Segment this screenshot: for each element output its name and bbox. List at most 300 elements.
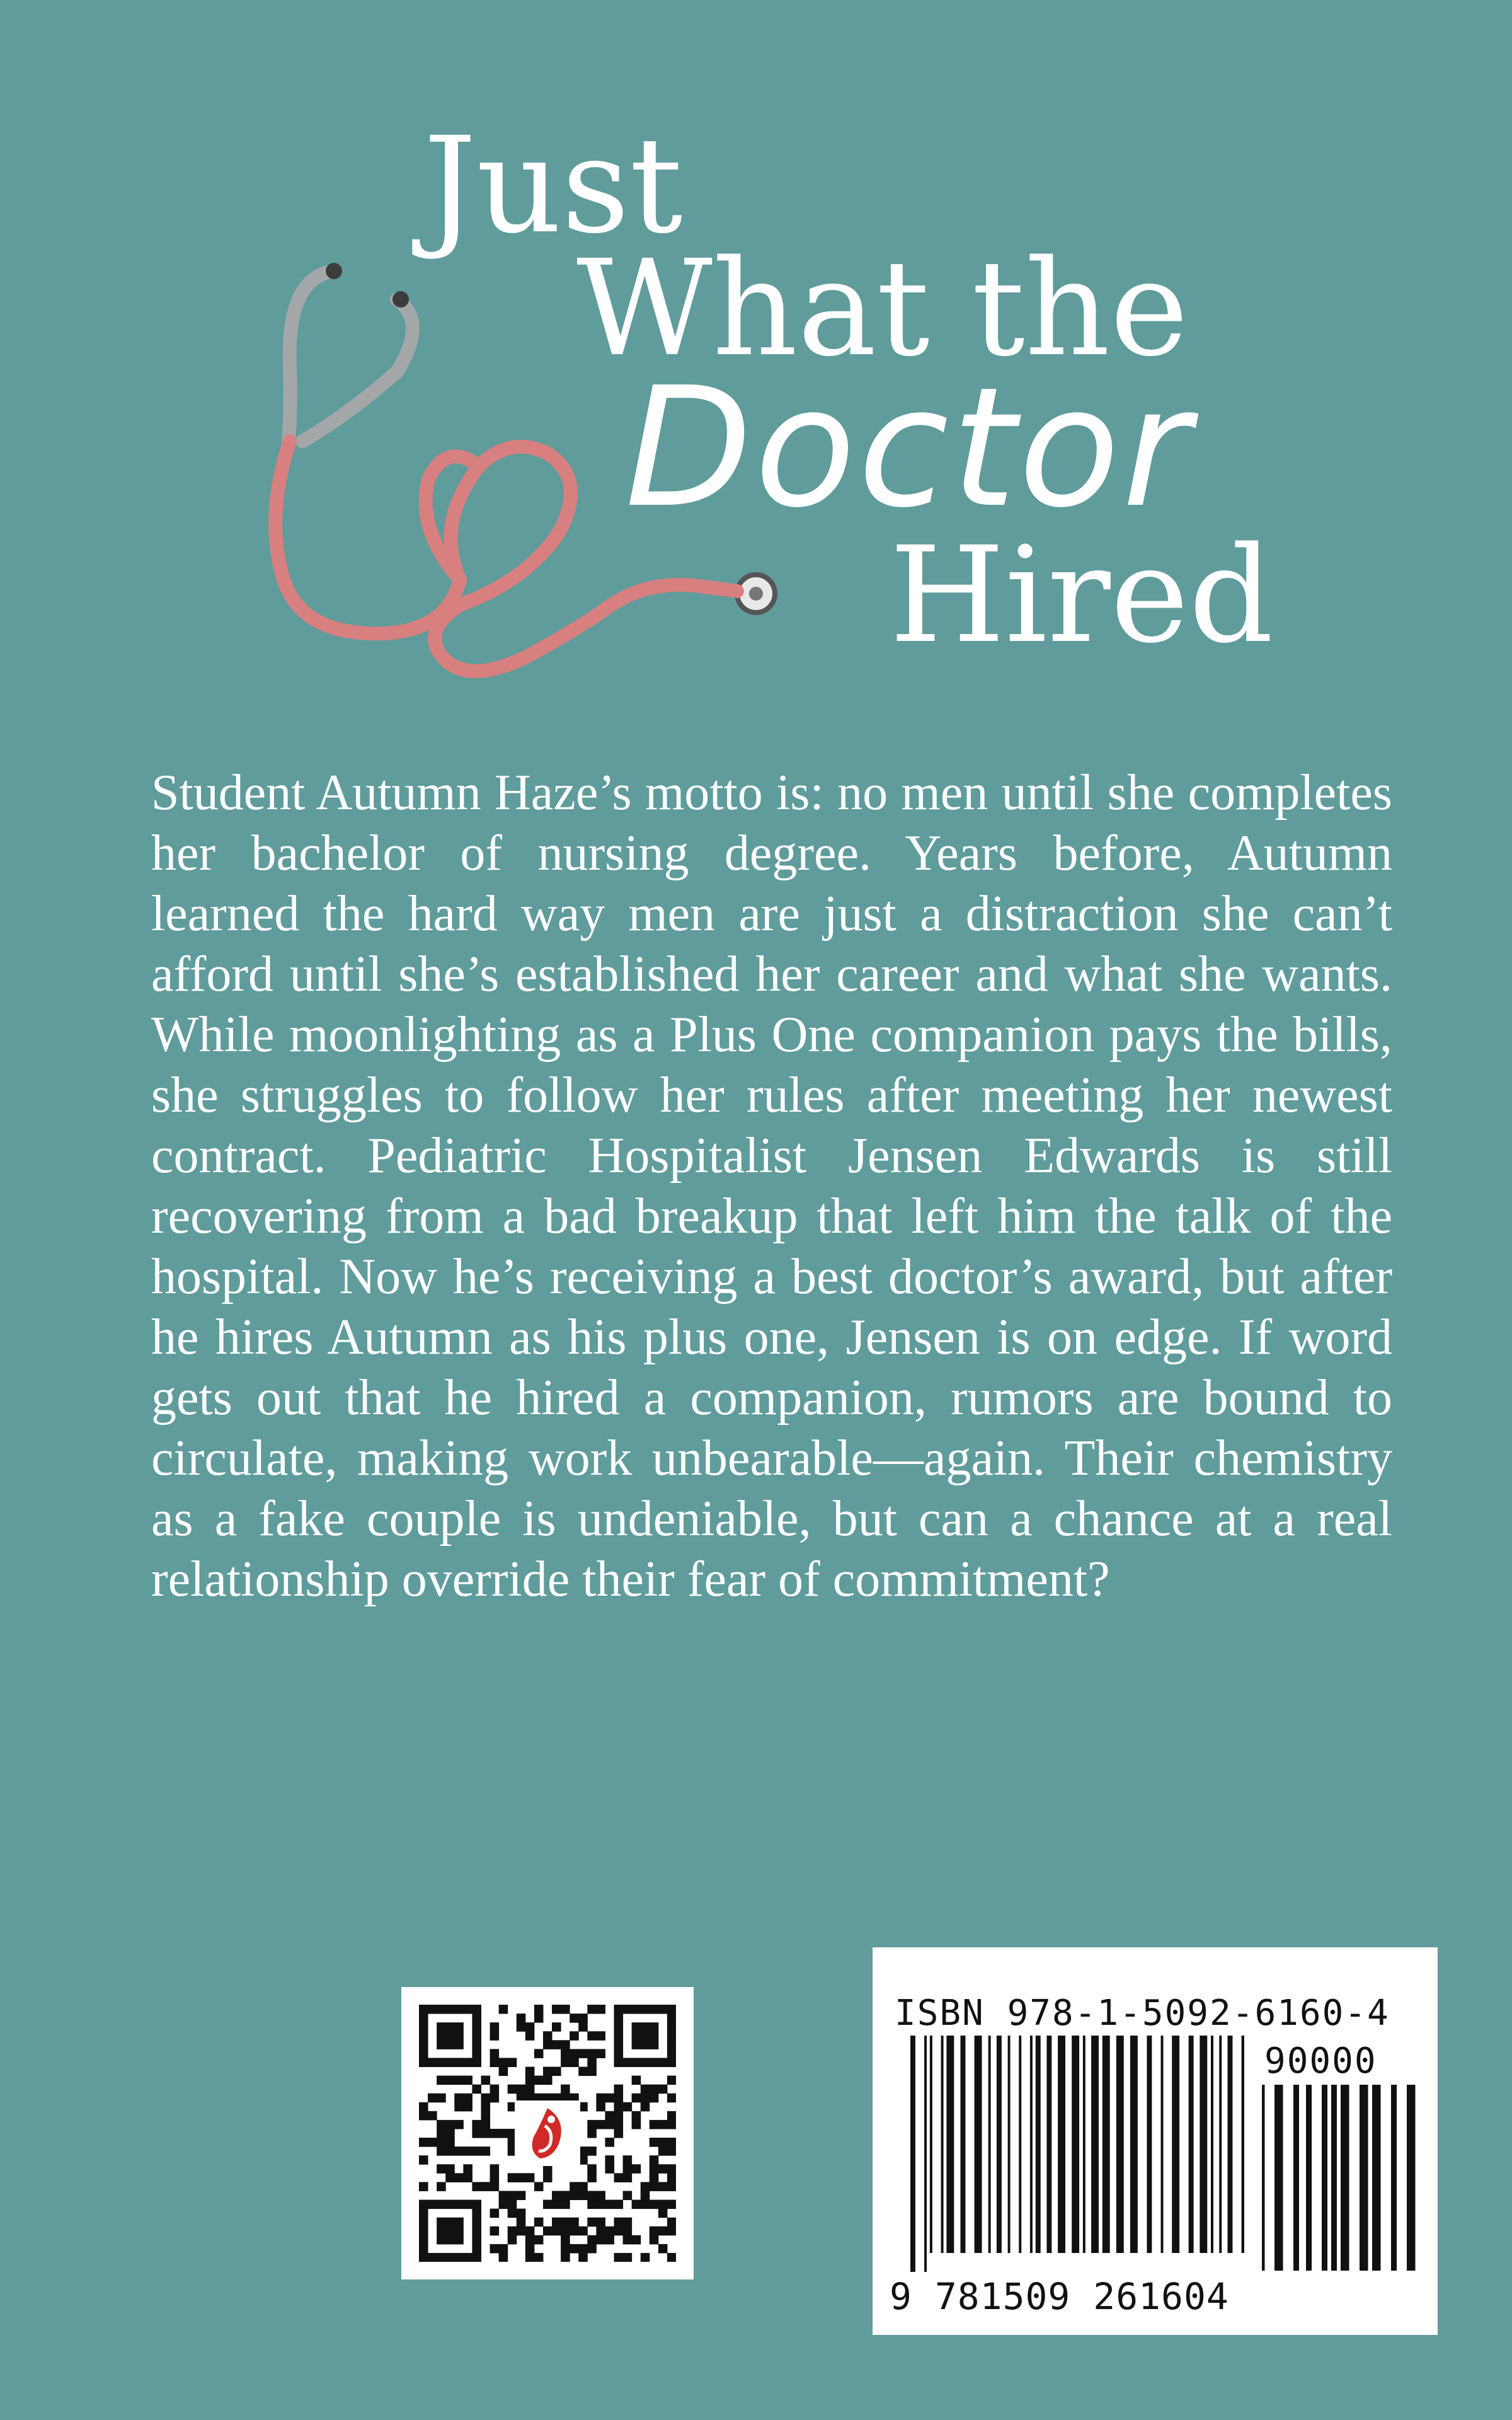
qr-module [578, 2244, 588, 2254]
qr-module [419, 2022, 428, 2032]
qr-module [445, 2235, 455, 2245]
qr-module [437, 2235, 446, 2245]
qr-module [472, 2129, 481, 2138]
qr-module [650, 2155, 659, 2165]
qr-module [454, 2146, 464, 2156]
qr-module [481, 2146, 490, 2156]
qr-module [561, 2005, 570, 2014]
qr-module [641, 2040, 650, 2049]
qr-module [534, 2076, 544, 2085]
qr-module [490, 2129, 500, 2138]
qr-module [614, 2129, 624, 2138]
qr-module [552, 2218, 561, 2227]
qr-module [534, 2235, 544, 2245]
qr-module [641, 2085, 650, 2094]
qr-module [658, 2138, 668, 2147]
qr-module [623, 2227, 633, 2236]
qr-module [517, 2173, 526, 2182]
qr-module [667, 2164, 676, 2174]
qr-module [658, 2005, 668, 2014]
qr-module [614, 2200, 624, 2210]
qr-module [596, 2120, 605, 2129]
qr-module [499, 2244, 508, 2254]
barcode-bar [1372, 2085, 1381, 2271]
qr-module [667, 2049, 676, 2058]
qr-module [499, 2066, 508, 2076]
qr-module [437, 2040, 446, 2049]
qr-module [437, 2094, 446, 2103]
qr-module [623, 2173, 633, 2182]
qr-module [587, 2129, 597, 2138]
qr-module [472, 2146, 481, 2156]
qr-module [570, 2227, 579, 2236]
qr-module [578, 2049, 588, 2058]
qr-module [658, 2085, 668, 2094]
qr-module [650, 2182, 659, 2191]
qr-module [641, 2058, 650, 2067]
qr-module [419, 2253, 428, 2262]
qr-module [570, 2058, 579, 2067]
qr-module [419, 2209, 428, 2218]
qr-module [570, 2244, 579, 2254]
qr-module [490, 2058, 500, 2067]
qr-module [472, 2022, 481, 2032]
barcode-bar [988, 2036, 991, 2253]
qr-module [490, 2049, 500, 2058]
qr-module [472, 2235, 481, 2245]
qr-module [650, 2138, 659, 2147]
qr-module [561, 2040, 570, 2049]
barcode-bar [1322, 2085, 1327, 2271]
barcode-bar [1331, 2085, 1337, 2271]
barcode-bar [941, 2036, 944, 2253]
qr-module [428, 2058, 437, 2067]
qr-module [587, 2146, 597, 2156]
qr-module [419, 2138, 428, 2147]
qr-module [578, 2014, 588, 2023]
qr-module [587, 2218, 597, 2227]
isbn-label: ISBN 978-1-5092-6160-4 [895, 1993, 1390, 2034]
qr-module [658, 2164, 668, 2174]
qr-module [570, 2218, 579, 2227]
qr-module [605, 2200, 614, 2210]
qr-module [561, 2058, 570, 2067]
barcode-bar [910, 2036, 915, 2272]
qr-module [454, 2200, 464, 2210]
book-blurb: Student Autumn Haze’s motto is: no men until she completes her bachelor of nursing degree. Years before, Autumn learned the hard way men are just a distraction she can’t afford until she’s established her career and what she wants. While moonlighting as a Plus One companion pays the bills, she struggles to follow her rules after meeting her newest contract. Pediatric Hospitalist Jensen Edwards is still recovering from a bad breakup that left him the talk of the hospital. Now he’s receiving a best doctor’s award, but after he hires Autumn as his plus one, Jensen is on edge. If word gets out that he hired a companion, rumors are bound to circulate, making work unbearable—again. Their chemistry as a fake couple is undeniable, but can a chance at a real relationship override their fear of commitment? [151, 765, 1392, 1607]
qr-module [623, 2253, 633, 2262]
qr-module [463, 2146, 472, 2156]
qr-module [445, 2040, 455, 2049]
qr-module [454, 2218, 464, 2227]
qr-module [658, 2182, 668, 2191]
qr-module [596, 2005, 605, 2014]
qr-module [525, 2085, 535, 2094]
title-line-doctor: Doctor [625, 352, 1193, 544]
qr-module [445, 2129, 455, 2138]
qr-module [614, 2058, 624, 2067]
qr-module [596, 2218, 605, 2227]
barcode-bar [1058, 2036, 1065, 2253]
qr-module [623, 2218, 633, 2227]
qr-module [658, 2120, 668, 2129]
qr-module [445, 2058, 455, 2067]
qr-module [667, 2005, 676, 2014]
qr-module [472, 2031, 481, 2041]
qr-module [587, 2235, 597, 2245]
qr-module [454, 2058, 464, 2067]
barcode-bar [1161, 2036, 1164, 2253]
qr-module [667, 2200, 676, 2210]
qr-module [650, 2227, 659, 2236]
qr-module [561, 2235, 570, 2245]
qr-module [623, 2058, 633, 2067]
qr-module [543, 2031, 553, 2041]
qr-module [419, 2102, 428, 2112]
qr-module [543, 2173, 553, 2182]
qr-module [437, 2022, 446, 2032]
qr-module [437, 2138, 446, 2147]
qr-module [561, 2218, 570, 2227]
qr-module [667, 2094, 676, 2103]
qr-module [561, 2049, 570, 2058]
qr-module [632, 2120, 641, 2129]
qr-module [499, 2191, 508, 2200]
qr-module [534, 2049, 544, 2058]
barcode-bar [1219, 2036, 1222, 2253]
qr-module [587, 2244, 597, 2254]
barcode-bar [1172, 2036, 1179, 2253]
qr-module [525, 2227, 535, 2236]
qr-module [614, 2253, 624, 2262]
qr-module [658, 2209, 668, 2218]
qr-module [445, 2173, 455, 2182]
qr-module [525, 2253, 535, 2262]
qr-module [463, 2076, 472, 2085]
qr-module [472, 2058, 481, 2067]
qr-module [596, 2200, 605, 2210]
barcode-bar [961, 2036, 966, 2253]
barcode-bar [924, 2036, 927, 2272]
qr-module [490, 2094, 500, 2103]
qr-module [623, 2235, 633, 2245]
qr-module [614, 2022, 624, 2032]
qr-module [570, 2031, 579, 2041]
qr-module [570, 2049, 579, 2058]
qr-module [499, 2005, 508, 2014]
qr-module [454, 2040, 464, 2049]
qr-module [605, 2227, 614, 2236]
qr-module [561, 2253, 570, 2262]
qr-module [517, 2022, 526, 2032]
qr-module [667, 2022, 676, 2032]
qr-module [419, 2155, 428, 2165]
qr-module [454, 2227, 464, 2236]
barcode-bar [946, 2036, 954, 2253]
qr-module [632, 2235, 641, 2245]
qr-module [428, 2111, 437, 2121]
qr-module [561, 2191, 570, 2200]
qr-module [445, 2005, 455, 2014]
qr-module [419, 2200, 428, 2210]
qr-module [437, 2129, 446, 2138]
qr-module [534, 2218, 544, 2227]
qr-module [525, 2173, 535, 2182]
qr-module [419, 2227, 428, 2236]
qr-module [614, 2111, 624, 2121]
barcode-bar [1274, 2085, 1283, 2271]
qr-module [561, 2227, 570, 2236]
qr-module [517, 2218, 526, 2227]
qr-module [472, 2049, 481, 2058]
qr-module [632, 2200, 641, 2210]
qr-module [596, 2235, 605, 2245]
qr-module [525, 2244, 535, 2254]
qr-module [454, 2076, 464, 2085]
qr-module [667, 2031, 676, 2041]
qr-module [499, 2200, 508, 2210]
barcode-bar [1293, 2085, 1299, 2271]
qr-module [623, 2164, 633, 2174]
barcode-bar [1147, 2036, 1152, 2253]
qr-module [543, 2200, 553, 2210]
barcode-bar [1019, 2036, 1021, 2253]
qr-module [437, 2218, 446, 2227]
qr-module [632, 2031, 641, 2041]
qr-module [632, 2040, 641, 2049]
qr-module [490, 2022, 500, 2032]
qr-module [525, 2235, 535, 2245]
barcode-bar [1341, 2085, 1349, 2271]
qr-module [419, 2005, 428, 2014]
qr-module [561, 2085, 570, 2094]
barcode-bar [1407, 2085, 1416, 2271]
qr-module [463, 2094, 472, 2103]
qr-module [437, 2058, 446, 2067]
qr-module [641, 2094, 650, 2103]
qr-module [658, 2244, 668, 2254]
qr-module [508, 2085, 517, 2094]
qr-module [437, 2005, 446, 2014]
qr-module [463, 2005, 472, 2014]
qr-module [650, 2164, 659, 2174]
qr-module [472, 2040, 481, 2049]
price-code: 90000 [1264, 2041, 1377, 2082]
qr-module [587, 2191, 597, 2200]
qr-module [445, 2253, 455, 2262]
qr-module [641, 2182, 650, 2191]
qr-module [445, 2227, 455, 2236]
qr-module [623, 2191, 633, 2200]
qr-module [463, 2164, 472, 2174]
qr-module [454, 2031, 464, 2041]
qr-module [490, 2085, 500, 2094]
qr-module [481, 2076, 490, 2085]
qr-module [445, 2076, 455, 2085]
qr-module [445, 2218, 455, 2227]
qr-module [614, 2040, 624, 2049]
qr-module [525, 2031, 535, 2041]
qr-module [552, 2066, 561, 2076]
qr-module [472, 2120, 481, 2129]
barcode-bar [1072, 2036, 1079, 2253]
qr-module [552, 2227, 561, 2236]
qr-module [472, 2014, 481, 2023]
qr-module [490, 2244, 500, 2254]
qr-module [667, 2058, 676, 2067]
qr-module [623, 2102, 633, 2112]
qr-module [552, 2005, 561, 2014]
qr-module [517, 2227, 526, 2236]
qr-module [445, 2022, 455, 2032]
qr-module [614, 2102, 624, 2112]
price-barcode-bars [1262, 2085, 1419, 2274]
qr-module [650, 2235, 659, 2245]
qr-module [463, 2253, 472, 2262]
qr-module [490, 2209, 500, 2218]
publisher-logo-icon [515, 2100, 580, 2166]
barcode-bar [1242, 2036, 1244, 2253]
qr-module [587, 2173, 597, 2182]
qr-module [667, 2040, 676, 2049]
barcode-bar [975, 2036, 982, 2253]
qr-module [561, 2244, 570, 2254]
qr-module [490, 2182, 500, 2191]
qr-module [499, 2253, 508, 2262]
qr-module [490, 2031, 500, 2041]
qr-module [605, 2235, 614, 2245]
qr-module [517, 2191, 526, 2200]
qr-module [517, 2085, 526, 2094]
barcode-bar [1211, 2036, 1213, 2253]
qr-module [614, 2173, 624, 2182]
qr-module [570, 2191, 579, 2200]
qr-module [437, 2253, 446, 2262]
qr-module [481, 2094, 490, 2103]
qr-module [508, 2058, 517, 2067]
qr-module [614, 2049, 624, 2058]
qr-module [552, 2200, 561, 2210]
qr-module [650, 2120, 659, 2129]
qr-module [650, 2031, 659, 2041]
qr-module [596, 2102, 605, 2112]
qr-module [508, 2235, 517, 2245]
qr-module [419, 2235, 428, 2245]
qr-module [463, 2058, 472, 2067]
qr-module [445, 2031, 455, 2041]
qr-module [614, 2094, 624, 2103]
qr-module [454, 2120, 464, 2129]
title-line-just: Just [423, 108, 683, 263]
qr-module [614, 2227, 624, 2236]
barcode-bar [1200, 2036, 1207, 2253]
qr-module [614, 2005, 624, 2014]
barcode-bar [1228, 2036, 1233, 2253]
qr-code [401, 1987, 694, 2279]
qr-module [632, 2005, 641, 2014]
barcode-bar [1130, 2036, 1138, 2253]
qr-module [534, 2253, 544, 2262]
qr-module [658, 2200, 668, 2210]
qr-module [428, 2094, 437, 2103]
qr-module [596, 2094, 605, 2103]
qr-module [472, 2085, 481, 2094]
barcode-bar [1189, 2036, 1194, 2253]
qr-module [525, 2066, 535, 2076]
qr-module [481, 2120, 490, 2129]
qr-module [658, 2146, 668, 2156]
qr-module [578, 2191, 588, 2200]
qr-module [614, 2085, 624, 2094]
barcode-bar [1116, 2036, 1124, 2253]
barcode-bar [1262, 2085, 1265, 2271]
qr-module [490, 2227, 500, 2236]
qr-module [650, 2005, 659, 2014]
qr-module [596, 2191, 605, 2200]
qr-module [499, 2058, 508, 2067]
qr-module [419, 2111, 428, 2121]
qr-module [614, 2014, 624, 2023]
qr-module [596, 2031, 605, 2041]
qr-module [587, 2120, 597, 2129]
qr-module [587, 2200, 597, 2210]
qr-module [517, 2014, 526, 2023]
qr-module [508, 2173, 517, 2182]
qr-module [419, 2244, 428, 2254]
qr-module [632, 2094, 641, 2103]
qr-module [445, 2138, 455, 2147]
qr-module [650, 2058, 659, 2067]
qr-module [650, 2200, 659, 2210]
qr-module [454, 2005, 464, 2014]
isbn-barcode [873, 1947, 1438, 2335]
qr-module [445, 2146, 455, 2156]
barcode-bar [930, 2036, 932, 2253]
qr-module [419, 2049, 428, 2058]
qr-module [508, 2209, 517, 2218]
qr-module [419, 2040, 428, 2049]
qr-module [472, 2218, 481, 2227]
title-line-hired: Hired [890, 518, 1274, 672]
qr-module [490, 2164, 500, 2174]
qr-module [454, 2253, 464, 2262]
qr-module [508, 2200, 517, 2210]
qr-module [578, 2182, 588, 2191]
qr-module [650, 2173, 659, 2182]
qr-module [419, 2218, 428, 2227]
qr-module [428, 2005, 437, 2014]
qr-module [667, 2218, 676, 2227]
qr-module [481, 2102, 490, 2112]
qr-module [614, 2218, 624, 2227]
qr-module [561, 2200, 570, 2210]
qr-module [419, 2014, 428, 2023]
qr-module [472, 2005, 481, 2014]
qr-module [605, 2138, 614, 2147]
qr-module [641, 2031, 650, 2041]
qr-module [543, 2227, 553, 2236]
qr-module [641, 2005, 650, 2014]
qr-module [667, 2253, 676, 2262]
qr-module [605, 2155, 614, 2165]
qr-module [641, 2200, 650, 2210]
qr-module [596, 2227, 605, 2236]
qr-module [570, 2182, 579, 2191]
qr-module [472, 2200, 481, 2210]
qr-module [570, 2014, 579, 2023]
qr-module [445, 2120, 455, 2129]
qr-module [641, 2022, 650, 2032]
